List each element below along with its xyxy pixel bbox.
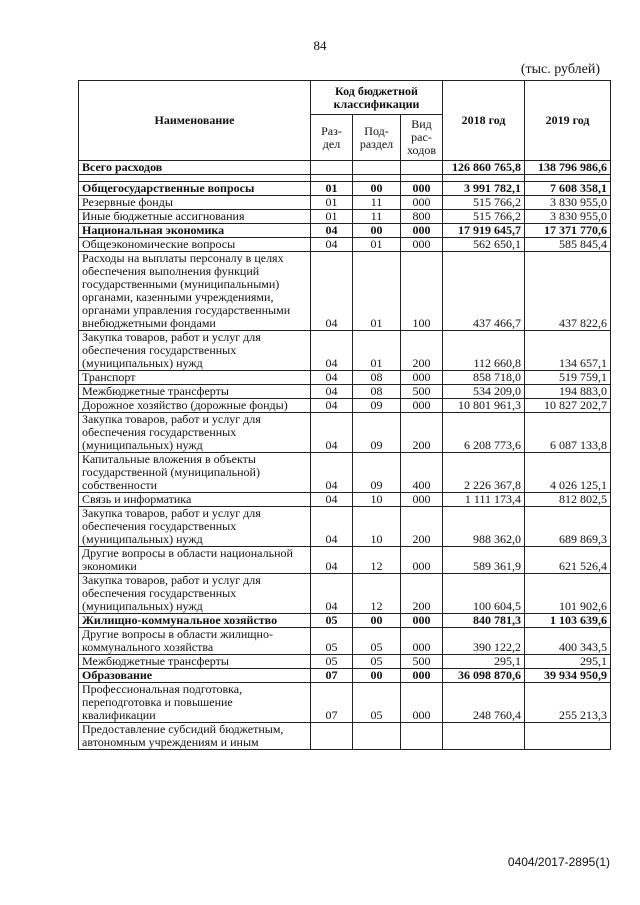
cell-expense-type: 800 — [401, 210, 443, 224]
page-number: 84 — [313, 38, 327, 53]
table-row — [79, 628, 611, 655]
cell-2019: 3 830 955,0 — [525, 196, 611, 210]
cell-name: Транспорт — [79, 371, 311, 385]
table-row — [79, 161, 611, 175]
cell-subsection: 01 — [353, 331, 401, 371]
spacer-cell — [79, 175, 311, 182]
cell-name: Другие вопросы в области национальной экономики — [79, 547, 311, 574]
cell-name: Межбюджетные трансферты — [79, 385, 311, 399]
cell-2019: 585 845,4 — [525, 238, 611, 252]
cell-name: Дорожное хозяйство (дорожные фонды) — [79, 399, 311, 413]
cell-2019 — [525, 723, 611, 750]
table-row — [79, 331, 611, 371]
cell-name: Жилищно-коммунальное хозяйство — [79, 614, 311, 628]
cell-expense-type: 400 — [401, 453, 443, 493]
table-row — [79, 182, 611, 196]
cell-2019: 437 822,6 — [525, 252, 611, 331]
cell-2018: 3 991 782,1 — [443, 182, 525, 196]
cell-2019: 39 934 950,9 — [525, 669, 611, 683]
cell-expense-type: 500 — [401, 385, 443, 399]
cell-section: 04 — [311, 224, 353, 238]
cell-expense-type: 000 — [401, 182, 443, 196]
spacer-cell — [311, 175, 353, 182]
cell-name: Межбюджетные трансферты — [79, 655, 311, 669]
cell-expense-type: 000 — [401, 628, 443, 655]
header-code-group: Код бюджетной классификации — [311, 81, 443, 115]
cell-2019: 7 608 358,1 — [525, 182, 611, 196]
cell-name: Связь и информатика — [79, 493, 311, 507]
cell-2018: 1 111 173,4 — [443, 493, 525, 507]
cell-subsection: 10 — [353, 493, 401, 507]
table-row — [79, 238, 611, 252]
cell-section: 04 — [311, 252, 353, 331]
cell-2019: 17 371 770,6 — [525, 224, 611, 238]
table-body — [79, 161, 611, 750]
cell-section: 07 — [311, 683, 353, 723]
cell-section: 04 — [311, 574, 353, 614]
cell-name: Общеэкономические вопросы — [79, 238, 311, 252]
cell-name: Всего расходов — [79, 161, 311, 175]
table-row — [79, 210, 611, 224]
table-row — [79, 723, 611, 750]
cell-expense-type: 200 — [401, 507, 443, 547]
cell-subsection: 01 — [353, 238, 401, 252]
cell-2019: 101 902,6 — [525, 574, 611, 614]
cell-2018: 2 226 367,8 — [443, 453, 525, 493]
cell-subsection: 09 — [353, 453, 401, 493]
cell-expense-type: 200 — [401, 413, 443, 453]
cell-2019: 812 802,5 — [525, 493, 611, 507]
header-name: Наименование — [79, 81, 311, 161]
cell-2018: 10 801 961,3 — [443, 399, 525, 413]
cell-section — [311, 723, 353, 750]
cell-subsection: 05 — [353, 683, 401, 723]
cell-expense-type — [401, 161, 443, 175]
cell-name: Образование — [79, 669, 311, 683]
cell-name: Предоставление субсидий бюджетным, автономным учреждениям и иным — [79, 723, 311, 750]
cell-name: Закупка товаров, работ и услуг для обеспечения государственных (муниципальных) нужд — [79, 507, 311, 547]
cell-2019: 10 827 202,7 — [525, 399, 611, 413]
cell-2019: 138 796 986,6 — [525, 161, 611, 175]
cell-name: Закупка товаров, работ и услуг для обеспечения государственных (муниципальных) нужд — [79, 574, 311, 614]
cell-2018: 248 760,4 — [443, 683, 525, 723]
cell-2019: 519 759,1 — [525, 371, 611, 385]
cell-section: 07 — [311, 669, 353, 683]
cell-2019: 255 213,3 — [525, 683, 611, 723]
cell-subsection: 09 — [353, 399, 401, 413]
cell-section — [311, 161, 353, 175]
cell-2018: 17 919 645,7 — [443, 224, 525, 238]
table-row — [79, 547, 611, 574]
cell-section: 05 — [311, 614, 353, 628]
table-row — [79, 669, 611, 683]
table-row — [79, 507, 611, 547]
cell-2019: 621 526,4 — [525, 547, 611, 574]
table-row — [79, 574, 611, 614]
cell-subsection: 01 — [353, 252, 401, 331]
table-row — [79, 175, 611, 182]
cell-2018: 100 604,5 — [443, 574, 525, 614]
cell-subsection: 00 — [353, 182, 401, 196]
table-row — [79, 683, 611, 723]
cell-name: Профессиональная подготовка, переподготовка и повышение квалификации — [79, 683, 311, 723]
cell-name: Общегосударственные вопросы — [79, 182, 311, 196]
cell-name: Резервные фонды — [79, 196, 311, 210]
cell-subsection: 10 — [353, 507, 401, 547]
cell-name: Закупка товаров, работ и услуг для обеспечения государственных (муниципальных) нужд — [79, 331, 311, 371]
cell-2018: 840 781,3 — [443, 614, 525, 628]
cell-expense-type: 000 — [401, 547, 443, 574]
cell-expense-type: 000 — [401, 196, 443, 210]
cell-2018 — [443, 723, 525, 750]
cell-expense-type: 000 — [401, 493, 443, 507]
table-row — [79, 614, 611, 628]
cell-2019: 400 343,5 — [525, 628, 611, 655]
cell-2019: 6 087 133,8 — [525, 413, 611, 453]
table-row — [79, 493, 611, 507]
cell-subsection: 05 — [353, 655, 401, 669]
cell-2018: 390 122,2 — [443, 628, 525, 655]
cell-section: 04 — [311, 238, 353, 252]
cell-2019: 689 869,3 — [525, 507, 611, 547]
cell-section: 05 — [311, 628, 353, 655]
cell-name: Капитальные вложения в объекты государственной (муниципальной) собственности — [79, 453, 311, 493]
cell-2019: 4 026 125,1 — [525, 453, 611, 493]
cell-name: Закупка товаров, работ и услуг для обеспечения государственных (муниципальных) нужд — [79, 413, 311, 453]
cell-expense-type: 000 — [401, 683, 443, 723]
cell-2018: 6 208 773,6 — [443, 413, 525, 453]
cell-2018: 437 466,7 — [443, 252, 525, 331]
cell-expense-type: 000 — [401, 614, 443, 628]
cell-subsection — [353, 723, 401, 750]
cell-2018: 36 098 870,6 — [443, 669, 525, 683]
cell-name: Иные бюджетные ассигнования — [79, 210, 311, 224]
footer-document-code: 0404/2017-2895(1) — [507, 855, 610, 869]
cell-2018: 112 660,8 — [443, 331, 525, 371]
cell-expense-type: 200 — [401, 331, 443, 371]
cell-section: 04 — [311, 385, 353, 399]
cell-expense-type: 000 — [401, 238, 443, 252]
cell-subsection: 12 — [353, 547, 401, 574]
cell-expense-type: 000 — [401, 371, 443, 385]
spacer-cell — [401, 175, 443, 182]
cell-name: Национальная экономика — [79, 224, 311, 238]
table-row — [79, 399, 611, 413]
cell-section: 04 — [311, 371, 353, 385]
header-2019: 2019 год — [525, 81, 611, 161]
header-section: Раз-дел — [311, 115, 353, 161]
cell-expense-type: 000 — [401, 224, 443, 238]
cell-section: 04 — [311, 493, 353, 507]
spacer-cell — [525, 175, 611, 182]
cell-2019: 1 103 639,6 — [525, 614, 611, 628]
cell-subsection: 11 — [353, 210, 401, 224]
cell-section: 01 — [311, 182, 353, 196]
cell-subsection: 00 — [353, 669, 401, 683]
cell-2018: 126 860 765,8 — [443, 161, 525, 175]
spacer-cell — [443, 175, 525, 182]
unit-label: (тыс. рублей) — [520, 62, 600, 77]
cell-subsection: 00 — [353, 224, 401, 238]
cell-2018: 858 718,0 — [443, 371, 525, 385]
cell-name: Другие вопросы в области жилищно-коммунального хозяйства — [79, 628, 311, 655]
table-row — [79, 196, 611, 210]
cell-2019: 295,1 — [525, 655, 611, 669]
cell-subsection: 08 — [353, 371, 401, 385]
spacer-cell — [353, 175, 401, 182]
table-row — [79, 413, 611, 453]
cell-2018: 534 209,0 — [443, 385, 525, 399]
table-row — [79, 655, 611, 669]
cell-expense-type: 000 — [401, 669, 443, 683]
cell-expense-type: 500 — [401, 655, 443, 669]
table-row — [79, 224, 611, 238]
cell-2019: 134 657,1 — [525, 331, 611, 371]
table-row — [79, 252, 611, 331]
cell-section: 04 — [311, 507, 353, 547]
cell-2018: 515 766,2 — [443, 196, 525, 210]
table-row — [79, 385, 611, 399]
cell-section: 01 — [311, 210, 353, 224]
cell-subsection: 08 — [353, 385, 401, 399]
cell-2018: 589 361,9 — [443, 547, 525, 574]
cell-subsection: 12 — [353, 574, 401, 614]
cell-subsection: 00 — [353, 614, 401, 628]
table-row — [79, 453, 611, 493]
header-expense-type: Вид рас-ходов — [401, 115, 443, 161]
cell-section: 04 — [311, 413, 353, 453]
cell-2018: 562 650,1 — [443, 238, 525, 252]
header-subsection: Под-раздел — [353, 115, 401, 161]
cell-subsection — [353, 161, 401, 175]
cell-2019: 194 883,0 — [525, 385, 611, 399]
cell-subsection: 11 — [353, 196, 401, 210]
cell-name: Расходы на выплаты персоналу в целях обеспечения выполнения функций государственными (муниципальными) органами, казенными учреждениями, органами управления государственными внебюджетными фондами — [79, 252, 311, 331]
cell-2018: 515 766,2 — [443, 210, 525, 224]
cell-expense-type: 100 — [401, 252, 443, 331]
cell-section: 04 — [311, 331, 353, 371]
cell-expense-type: 000 — [401, 399, 443, 413]
cell-expense-type — [401, 723, 443, 750]
cell-subsection: 09 — [353, 413, 401, 453]
cell-section: 04 — [311, 547, 353, 574]
cell-2019: 3 830 955,0 — [525, 210, 611, 224]
cell-section: 04 — [311, 453, 353, 493]
cell-expense-type: 200 — [401, 574, 443, 614]
cell-2018: 988 362,0 — [443, 507, 525, 547]
cell-section: 01 — [311, 196, 353, 210]
table-row — [79, 371, 611, 385]
cell-subsection: 05 — [353, 628, 401, 655]
cell-section: 04 — [311, 399, 353, 413]
cell-2018: 295,1 — [443, 655, 525, 669]
cell-section: 05 — [311, 655, 353, 669]
budget-table — [78, 80, 611, 750]
header-2018: 2018 год — [443, 81, 525, 161]
